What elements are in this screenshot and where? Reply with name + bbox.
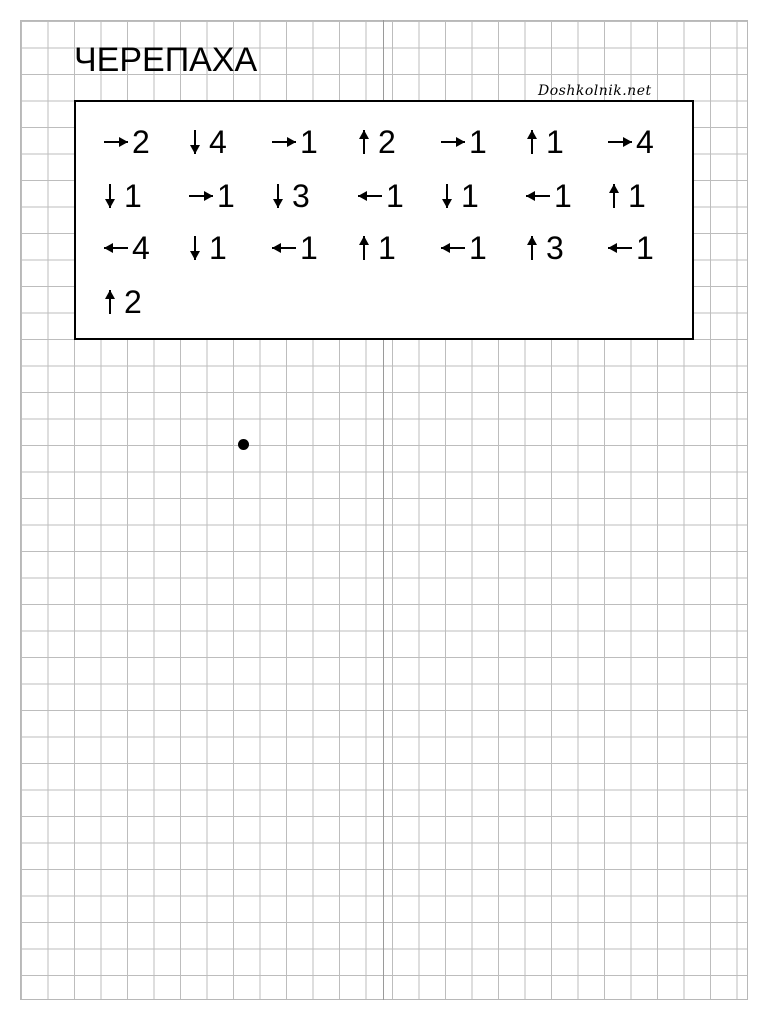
arrow-left-icon xyxy=(104,242,128,254)
page-title: ЧЕРЕПАХА xyxy=(74,41,258,79)
instruction-step xyxy=(104,282,142,322)
arrow-left-icon xyxy=(608,242,632,254)
instruction-step xyxy=(358,176,404,216)
arrow-right-icon xyxy=(104,136,128,148)
step-count: 4 xyxy=(132,229,150,266)
instruction-step xyxy=(441,122,487,162)
arrow-left-icon xyxy=(272,242,296,254)
instruction-step xyxy=(104,176,142,216)
step-count: 1 xyxy=(546,123,564,160)
step-count: 1 xyxy=(124,177,142,214)
arrow-right-icon xyxy=(441,136,465,148)
arrow-right-icon xyxy=(272,136,296,148)
arrow-up-icon xyxy=(526,236,538,260)
instruction-step xyxy=(104,228,150,268)
step-count: 1 xyxy=(378,229,396,266)
instruction-step xyxy=(358,122,396,162)
arrow-up-icon xyxy=(526,130,538,154)
arrow-left-icon xyxy=(526,190,550,202)
step-count: 1 xyxy=(554,177,572,214)
instruction-step xyxy=(272,122,318,162)
arrow-down-icon xyxy=(441,184,453,208)
instruction-step xyxy=(608,122,654,162)
instruction-step xyxy=(189,122,227,162)
step-count: 2 xyxy=(132,123,150,160)
arrow-up-icon xyxy=(608,184,620,208)
source-watermark: Doshkolnik.net xyxy=(538,83,652,99)
arrow-left-icon xyxy=(441,242,465,254)
step-count: 1 xyxy=(386,177,404,214)
step-count: 1 xyxy=(300,229,318,266)
step-count: 4 xyxy=(209,123,227,160)
instruction-step xyxy=(189,228,227,268)
step-count: 1 xyxy=(300,123,318,160)
instruction-step xyxy=(608,176,646,216)
step-count: 2 xyxy=(378,123,396,160)
step-count: 1 xyxy=(461,177,479,214)
arrow-right-icon xyxy=(608,136,632,148)
instruction-step xyxy=(526,122,564,162)
step-count: 4 xyxy=(636,123,654,160)
instruction-step xyxy=(272,176,310,216)
instruction-step xyxy=(526,176,572,216)
instruction-step xyxy=(189,176,235,216)
arrow-down-icon xyxy=(104,184,116,208)
step-count: 1 xyxy=(469,229,487,266)
arrow-down-icon xyxy=(272,184,284,208)
step-count: 1 xyxy=(469,123,487,160)
arrow-right-icon xyxy=(189,190,213,202)
arrow-up-icon xyxy=(358,130,370,154)
instruction-step xyxy=(441,176,479,216)
step-count: 3 xyxy=(292,177,310,214)
arrow-down-icon xyxy=(189,236,201,260)
instruction-step xyxy=(358,228,396,268)
instruction-step xyxy=(608,228,654,268)
arrow-down-icon xyxy=(189,130,201,154)
instruction-step xyxy=(272,228,318,268)
step-count: 3 xyxy=(546,229,564,266)
arrow-left-icon xyxy=(358,190,382,202)
instruction-step xyxy=(441,228,487,268)
instruction-step xyxy=(104,122,150,162)
step-count: 1 xyxy=(628,177,646,214)
step-count: 1 xyxy=(636,229,654,266)
arrow-up-icon xyxy=(104,290,116,314)
instruction-step xyxy=(526,228,564,268)
step-count: 1 xyxy=(209,229,227,266)
step-count: 1 xyxy=(217,177,235,214)
start-point-dot xyxy=(238,439,249,450)
instructions-box xyxy=(74,100,694,340)
arrow-up-icon xyxy=(358,236,370,260)
step-count: 2 xyxy=(124,283,142,320)
